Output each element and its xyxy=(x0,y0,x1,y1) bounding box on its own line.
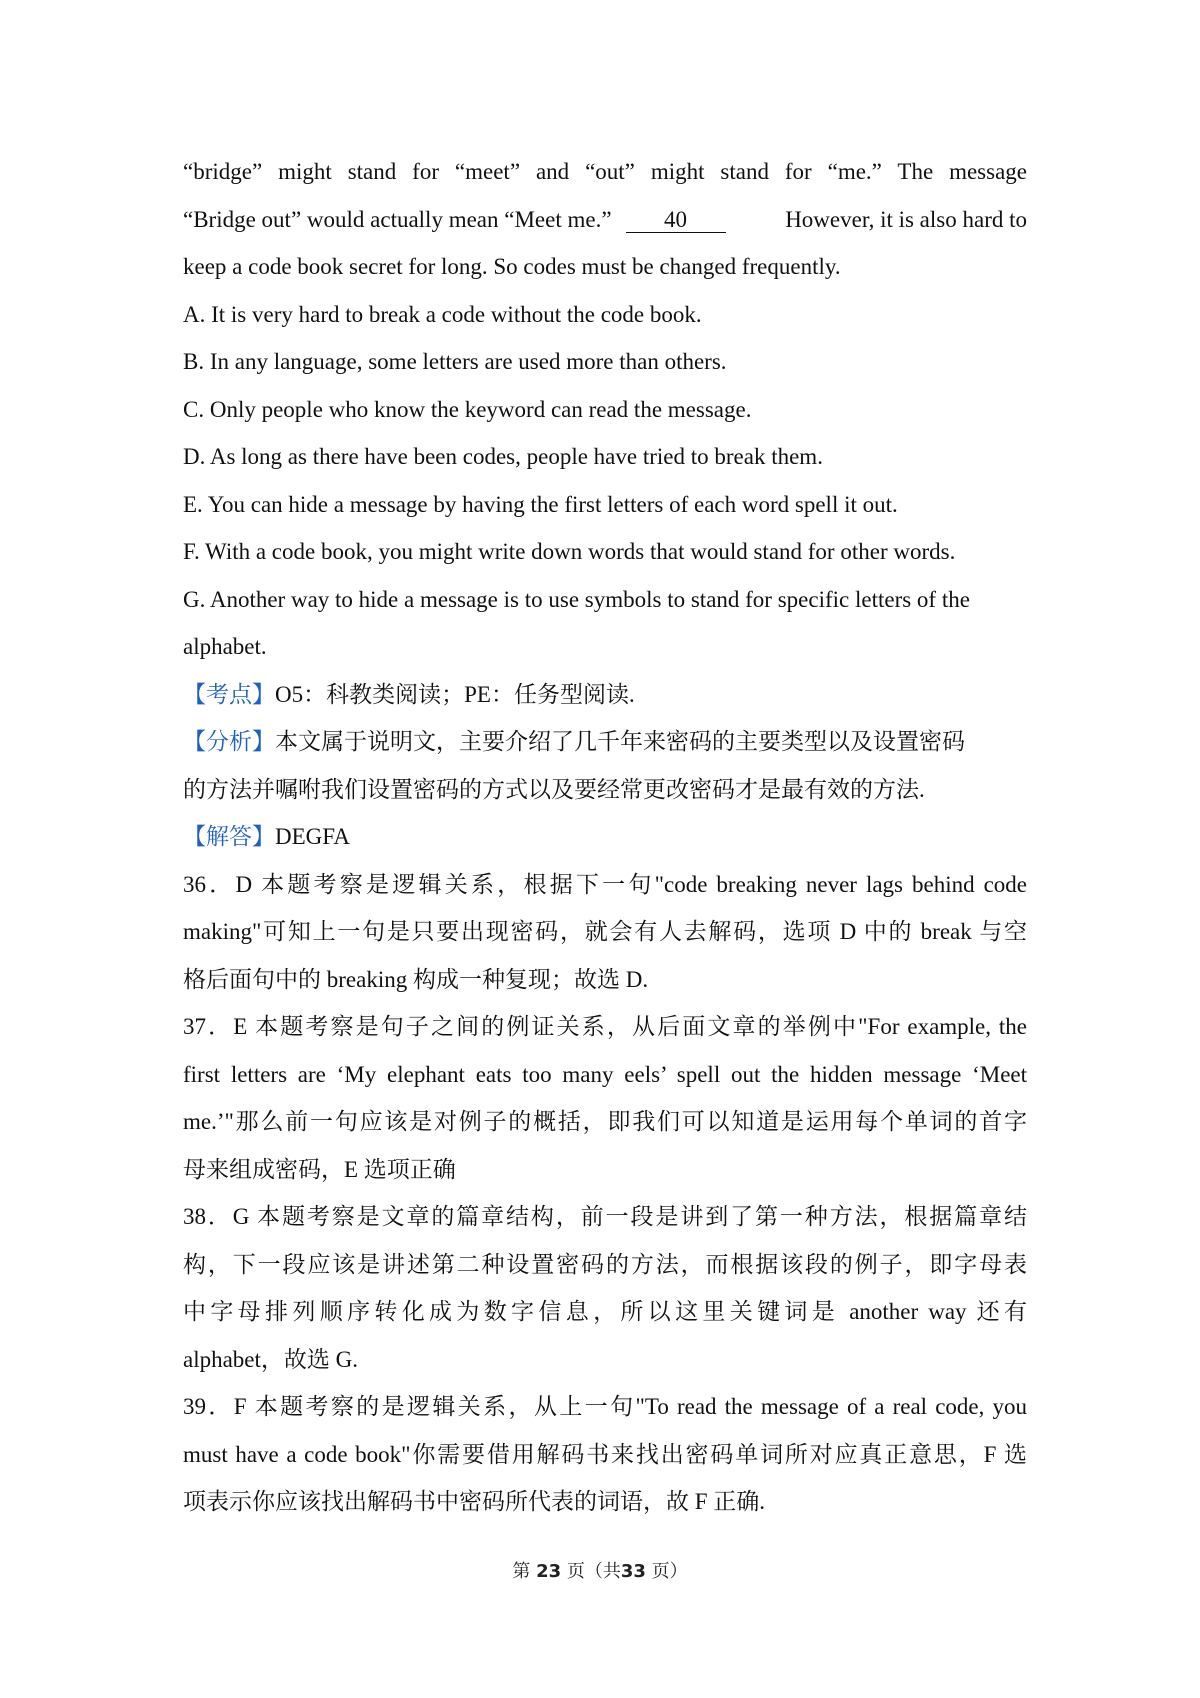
explanation-36-line-3: 格后面句中的 breaking 构成一种复现；故选 D. xyxy=(183,966,649,992)
blank-40: 40 xyxy=(626,208,726,233)
explanation-36-line-1: 36．D 本题考察是逻辑关系，根据下一句"code breaking never lags behind code xyxy=(183,871,1027,897)
explanation-37-line-3: me.’"那么前一句应该是对例子的概括，即我们可以知道是运用每个单词的首字 xyxy=(183,1109,1027,1134)
explanation-38-line-1: 38．G 本题考察是文章的篇章结构，前一段是讲到了第一种方法，根据篇章结 xyxy=(183,1204,1027,1229)
kaodian-tag: 【考点】 xyxy=(183,681,275,707)
explanation-38-line-4: alphabet，故选 G. xyxy=(183,1346,359,1372)
kaodian-text: O5：科教类阅读；PE：任务型阅读. xyxy=(275,681,635,707)
explanation-37-line-1: 37．E 本题考察是句子之间的例证关系，从后面文章的举例中"For example, the xyxy=(183,1014,1027,1039)
footer-total-pages: 33 xyxy=(620,1561,646,1582)
option-b: B. In any language, some letters are used more than others. xyxy=(183,349,727,374)
passage-line-2-after: However, it is also hard to xyxy=(785,206,1027,232)
option-g-continued: alphabet. xyxy=(183,634,267,659)
explanation-39-line-1: 39．F 本题考察的是逻辑关系，从上一句"To read the message of a real code, you xyxy=(183,1394,1027,1419)
fenxi-tag: 【分析】 xyxy=(183,729,275,754)
explanation-36-line-2: making"可知上一句是只要出现密码，就会有人去解码，选项 D 中的 break 与空 xyxy=(183,919,1027,944)
option-c: C. Only people who know the keyword can read the message. xyxy=(183,396,752,422)
passage-line-2 xyxy=(183,196,1027,244)
page-content xyxy=(183,148,1027,1526)
passage-line-3: keep a code book secret for long. So codes must be changed frequently. xyxy=(183,254,841,279)
explanation-38-line-3: 中字母排列顺序转化成为数字信息，所以这里关键词是 another way 还有 xyxy=(183,1299,1027,1324)
fenxi-line-1 xyxy=(183,718,1027,766)
jieda-tag: 【解答】 xyxy=(183,824,275,849)
jieda-text: DEGFA xyxy=(275,824,350,849)
option-g: G. Another way to hide a message is to use symbols to stand for specific letters of the xyxy=(183,586,970,612)
explanation-38-line-2: 构，下一段应该是讲述第二种设置密码的方法，而根据该段的例子，即字母表 xyxy=(183,1251,1027,1277)
footer-page-number: 23 xyxy=(536,1561,562,1582)
option-a: A. It is very hard to break a code without the code book. xyxy=(183,301,702,327)
page-footer xyxy=(0,1557,1200,1583)
explanation-37-line-4: 母来组成密码，E 选项正确 xyxy=(183,1156,456,1182)
kaodian-line xyxy=(183,671,1027,719)
fenxi-text-1: 本文属于说明文，主要介绍了几千年来密码的主要类型以及设置密码 xyxy=(275,729,965,754)
footer-prefix: 第 xyxy=(512,1561,531,1582)
passage-line-2-before: “Bridge out” would actually mean “Meet me.” xyxy=(183,206,612,232)
passage-line-1: “bridge” might stand for “meet” and “out” might stand for “me.” The message xyxy=(183,159,1027,184)
option-e: E. You can hide a message by having the first letters of each word spell it out. xyxy=(183,491,898,517)
option-f: F. With a code book, you might write down words that would stand for other words. xyxy=(183,539,956,564)
footer-suffix: 页） xyxy=(651,1561,688,1582)
fenxi-line-2: 的方法并嘱咐我们设置密码的方式以及要经常更改密码才是最有效的方法. xyxy=(183,776,925,802)
explanation-39-line-2: must have a code book"你需要借用解码书来找出密码单词所对应真正意思，F 选 xyxy=(183,1441,1027,1467)
explanation-37-line-2: first letters are ‘My elephant eats too many eels’ spell out the hidden message ‘Meet xyxy=(183,1061,1027,1087)
jieda-line xyxy=(183,813,1027,861)
footer-middle: 页（共 xyxy=(566,1561,621,1582)
explanation-39-line-3: 项表示你应该找出解码书中密码所代表的词语，故 F 正确. xyxy=(183,1489,766,1514)
option-d: D. As long as there have been codes, people have tried to break them. xyxy=(183,444,823,469)
